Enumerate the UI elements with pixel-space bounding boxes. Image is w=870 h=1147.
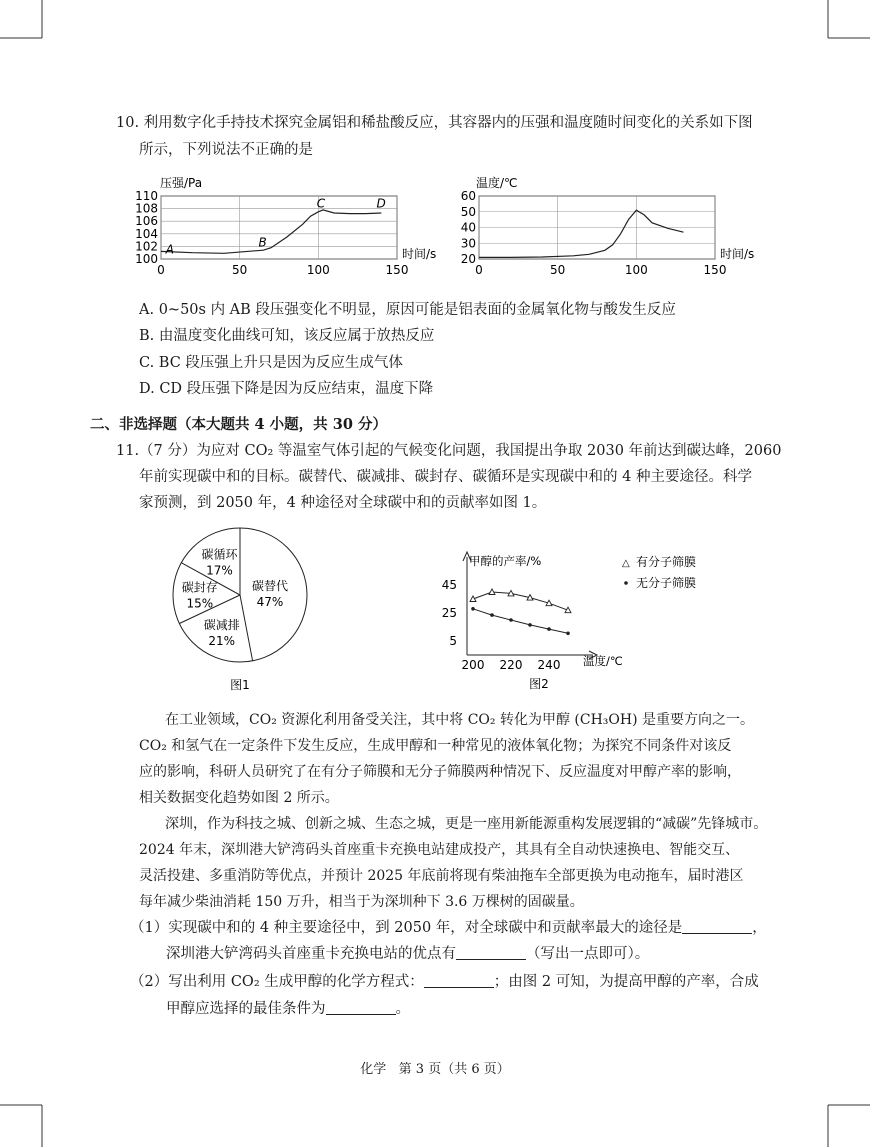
pie-slice-label: 碳减排 xyxy=(203,617,240,632)
pressure-xticks xyxy=(157,263,408,277)
yield-ytick-label: 5 xyxy=(449,634,457,648)
p-ytick-label: 108 xyxy=(135,201,158,216)
para1-line3: 应的影响，科研人员研究了在有分子筛膜和无分子筛膜两种情况下、反应温度对甲醇产率的影响， xyxy=(139,764,741,780)
para2-line4: 每年减少柴油消耗 150 万升，相当于为深圳种下 3.6 万棵树的固碳量。 xyxy=(139,894,584,910)
temperature-curve xyxy=(479,210,684,257)
t-ytick-label: 60 xyxy=(460,189,476,203)
pie-slice-label: 碳替代 xyxy=(251,579,289,594)
yield-xtick-label: 200 xyxy=(461,658,485,672)
figure-2-caption: 图2 xyxy=(529,677,549,691)
yield-axes xyxy=(463,552,597,659)
t-ytick-label: 30 xyxy=(460,236,476,251)
sub1-text-a-end: ， xyxy=(752,920,767,936)
pressure-curve xyxy=(161,210,381,253)
sub2-text-a-mid: ；由图 2 可知，为提高甲醇的产率，合成 xyxy=(493,974,759,990)
yield-ylabel: 甲醇的产率/% xyxy=(469,554,542,568)
q10-option-a: A. 0~50s 内 AB 段压强变化不明显，原因可能是铝表面的金属氧化物与酸发生反应 xyxy=(139,302,676,318)
t-ytick-label: 50 xyxy=(460,204,476,219)
yield-xticks xyxy=(462,658,561,672)
figure-1-caption: 图1 xyxy=(230,678,250,692)
para1-line1: 在工业领域，CO₂ 资源化利用备受关注，其中将 CO₂ 转化为甲醇 (CH₃OH) 是重要方向之一。 xyxy=(165,712,754,728)
p-ytick-label: 100 xyxy=(135,252,158,266)
sub1-text-a: （1）实现碳中和的 4 种主要途径中，到 2050 年，对全球碳中和贡献率最大的途径是 xyxy=(130,920,683,936)
sub2-text-b-end: 。 xyxy=(395,1001,410,1017)
t-xtick-label: 150 xyxy=(703,263,727,277)
pressure-point-label-a: A xyxy=(165,242,174,257)
t-ytick-label: 40 xyxy=(460,220,476,235)
p-xtick-label: 0 xyxy=(157,263,165,277)
yield-point-dot xyxy=(547,627,551,631)
legend-series-1-label: 有分子筛膜 xyxy=(636,555,697,569)
pressure-point-label-c: C xyxy=(316,196,326,211)
pressure-chart xyxy=(135,170,445,282)
p-ytick-label: 104 xyxy=(135,226,158,241)
pie-slice-label: 碳循环 xyxy=(201,547,238,562)
q10-option-c: C. BC 段压强上升只是因为反应生成气体 xyxy=(139,355,403,371)
sub1-text-b: 深圳港大铲湾码头首座重卡充换电站的优点有 xyxy=(166,946,456,962)
yield-point-dot xyxy=(509,618,513,622)
pressure-ylabel: 压强/Pa xyxy=(160,176,203,190)
answer-blank-2[interactable] xyxy=(456,945,526,960)
yield-yticks xyxy=(442,578,457,648)
legend-dot-icon xyxy=(624,581,628,585)
answer-blank-3[interactable] xyxy=(424,973,494,988)
para2-line1: 深圳，作为科技之城、创新之城、生态之城，更是一座用新能源重构发展逻辑的“减碳”先锋城市。 xyxy=(165,816,768,832)
p-xtick-label: 100 xyxy=(306,263,330,277)
pressure-xlabel: 时间/s xyxy=(402,247,437,261)
sub2-text-b: 甲醇应选择的最佳条件为 xyxy=(166,1001,326,1017)
yield-series-line xyxy=(473,609,568,634)
page-footer: 化学 第 3 页（共 6 页） xyxy=(360,1062,510,1077)
temperature-ylabel: 温度/℃ xyxy=(476,176,518,190)
p-ytick-label: 106 xyxy=(135,214,158,229)
legend-series-2-label: 无分子筛膜 xyxy=(636,576,697,590)
pressure-point-label-d: D xyxy=(376,196,386,211)
sub-question-1-line2 xyxy=(166,944,649,964)
yield-ytick-label: 25 xyxy=(441,606,457,620)
yield-xtick-label: 240 xyxy=(537,658,561,672)
pie-slice-value: 17% xyxy=(206,563,233,578)
yield-point-dot xyxy=(471,607,475,611)
pressure-grid xyxy=(161,196,397,259)
yield-point-dot xyxy=(528,623,532,627)
pie-slice-value: 21% xyxy=(208,633,236,648)
p-ytick-label: 102 xyxy=(135,239,158,254)
para1-line4: 相关数据变化趋势如图 2 所示。 xyxy=(139,790,339,806)
temperature-xlabel: 时间/s xyxy=(720,247,755,261)
para1-line2: CO₂ 和氢气在一定条件下发生反应，生成甲醇和一种常见的液体氧化物；为探究不同条件对该反 xyxy=(139,738,732,754)
yield-series-line xyxy=(473,592,568,610)
sub-question-1-line1 xyxy=(130,918,767,938)
yield-point-dot xyxy=(490,613,494,617)
answer-blank-4[interactable] xyxy=(326,1000,396,1015)
q10-option-d: D. CD 段压强下降是因为反应结束，温度下降 xyxy=(139,381,434,397)
temperature-yticks xyxy=(461,189,476,266)
sub-question-2-line1 xyxy=(130,972,759,992)
answer-blank-1[interactable] xyxy=(682,919,752,934)
p-xtick-label: 50 xyxy=(232,263,248,277)
pie-slice-border xyxy=(240,595,253,661)
t-xtick-label: 50 xyxy=(550,263,566,277)
q10-stem-line1: 10. 利用数字化手持技术探究金属铝和稀盐酸反应，其容器内的压强和温度随时间变化的关系如下图 xyxy=(116,115,753,131)
t-xtick-label: 0 xyxy=(475,263,483,277)
p-ytick-label: 110 xyxy=(135,189,158,203)
yield-xtick-label: 220 xyxy=(499,658,523,672)
q11-stem-line3: 家预测，到 2050 年，4 种途径对全球碳中和的贡献率如图 1。 xyxy=(139,495,547,511)
temperature-xticks xyxy=(475,263,726,277)
q10-stem-line2: 所示，下列说法不正确的是 xyxy=(139,142,313,158)
pressure-plot-frame xyxy=(161,196,397,259)
t-xtick-label: 100 xyxy=(624,263,648,277)
t-ytick-label: 20 xyxy=(460,252,476,266)
q11-stem-line1: 11.（7 分）为应对 CO₂ 等温室气体引起的气候变化问题，我国提出争取 2030 年前达到碳达峰，2060 xyxy=(116,443,782,459)
sub-question-2-line2 xyxy=(166,999,410,1019)
temperature-chart xyxy=(460,170,763,282)
pie-chart xyxy=(165,525,325,700)
sub1-text-b-end: （写出一点即可）。 xyxy=(526,946,650,962)
yield-ytick-label: 45 xyxy=(441,578,457,592)
sub2-text-a: （2）写出利用 CO₂ 生成甲醇的化学方程式： xyxy=(130,974,424,990)
yield-chart xyxy=(425,545,735,693)
pressure-point-label-b: B xyxy=(258,235,267,250)
temperature-grid xyxy=(479,196,715,259)
para2-line3: 灵活投建、多重消防等优点，并预计 2025 年底前将现有柴油拖车全部更换为电动拖车，届时港区 xyxy=(139,868,744,884)
pie-slice-value: 15% xyxy=(186,596,214,611)
p-xtick-label: 150 xyxy=(385,263,409,277)
para2-line2: 2024 年末，深圳港大铲湾码头首座重卡充换电站建成投产，其具有全自动快速换电、智能交互、 xyxy=(139,842,740,858)
legend-triangle-icon: △ xyxy=(622,558,630,569)
section-2-title: 二、非选择题（本大题共 4 小题，共 30 分） xyxy=(90,416,387,433)
pie-slice-value: 47% xyxy=(256,595,284,610)
q11-stem-line2: 年前实现碳中和的目标。碳替代、碳减排、碳封存、碳循环是实现碳中和的 4 种主要途径。科学 xyxy=(139,469,752,485)
pie-slice-label: 碳封存 xyxy=(181,580,218,595)
yield-point-dot xyxy=(566,632,570,636)
pie-slices xyxy=(173,528,307,662)
pressure-point-labels xyxy=(165,196,386,256)
q10-option-b: B. 由温度变化曲线可知，该反应属于放热反应 xyxy=(139,328,435,344)
yield-legend xyxy=(622,554,696,590)
pressure-yticks xyxy=(135,189,158,266)
yield-xlabel: 温度/℃ xyxy=(583,654,623,668)
yield-series xyxy=(470,589,571,635)
